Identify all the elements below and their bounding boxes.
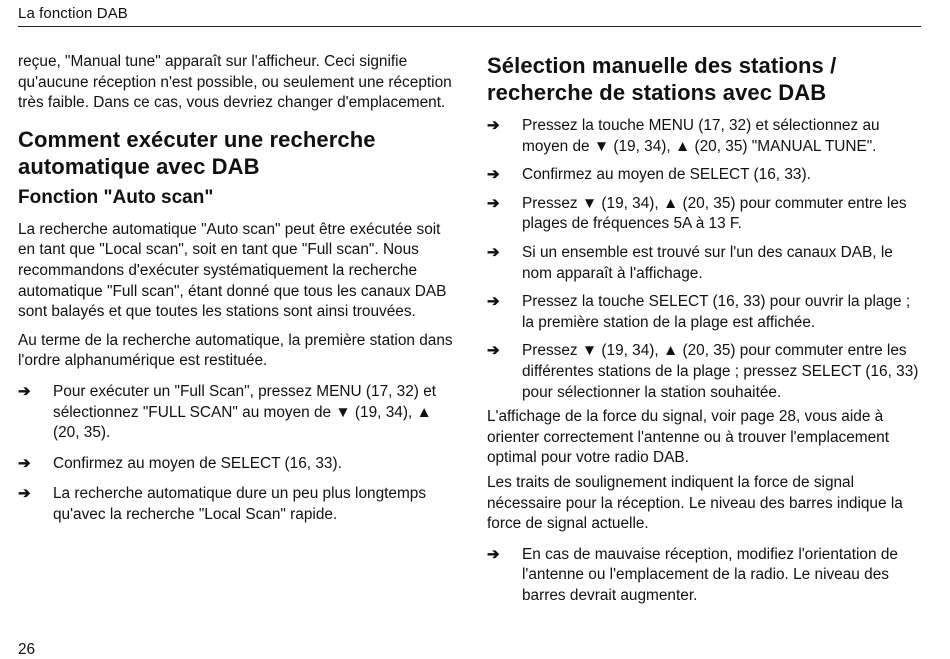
bullet-text: Si un ensemble est trouvé sur l'un des canaux DAB, le nom apparaît à l'affichage. — [522, 243, 893, 282]
bullet-text: Pressez la touche SELECT (16, 33) pour ouvrir la plage ; la première station de la plage est affichée. — [522, 293, 911, 331]
signal-strength-paragraph: L'affichage de la force du signal, voir page 28, vous aide à orienter correctement l'antenne ou à trouver l'emplacement optimal pour votre radio DAB. — [487, 408, 889, 467]
bullet-text: Pressez ▼ (19, 34), ▲ (20, 35) pour commuter entre les différentes stations de la plage ; pressez SELECT (16, 33) pour sélectionner la station souhaitée. — [522, 342, 919, 401]
arrow-right-icon: ➔ — [18, 454, 31, 472]
arrow-right-icon: ➔ — [487, 243, 500, 261]
bullet-text: Pour exécuter un "Full Scan", pressez MENU (17, 32) et sélectionnez "FULL SCAN" au moyen de ▼ (19, 34), ▲ (20, 35). — [53, 382, 437, 442]
arrow-right-icon: ➔ — [487, 293, 500, 311]
auto-scan-paragraph: La recherche automatique "Auto scan" peut être exécutée soit en tant que "Local scan", soit en tant que "Full scan". Nous recommandons d'exécuter systématiquement la recherche automatique "Full scan", étant donné que tous les canaux DAB sont balayés et que toutes les stations sont ainsi trouvées. — [18, 220, 447, 321]
bullet-item — [487, 545, 924, 607]
bullet-text: Confirmez au moyen de SELECT (16, 33). — [53, 454, 342, 472]
arrow-right-icon: ➔ — [487, 342, 500, 360]
section-heading-manual-selection: Sélection manuelle des stations / recherche de stations avec DAB — [487, 53, 837, 105]
running-header: La fonction DAB — [18, 5, 128, 22]
bullet-item — [487, 116, 924, 157]
bullet-text: En cas de mauvaise réception, modifiez l'orientation de l'antenne ou l'emplacement de la radio. Le niveau des barres devrait augmenter. — [522, 545, 898, 604]
left-column — [18, 52, 453, 534]
bullet-text: Pressez la touche MENU (17, 32) et sélectionnez au moyen de ▼ (19, 34), ▲ (20, 35) "MANUAL TUNE". — [522, 117, 880, 155]
arrow-right-icon: ➔ — [487, 117, 500, 134]
arrow-right-icon: ➔ — [18, 485, 31, 503]
signal-bars-paragraph: Les traits de soulignement indiquent la force de signal nécessaire pour la réception. Le niveau des barres indique la force de signal actuelle. — [487, 473, 903, 533]
bullet-text: Pressez ▼ (19, 34), ▲ (20, 35) pour commuter entre les plages de fréquences 5A à 13 F. — [522, 194, 907, 233]
bullet-item — [487, 194, 924, 235]
bullet-item — [18, 454, 453, 475]
arrow-right-icon: ➔ — [18, 382, 31, 400]
bullet-item — [18, 484, 453, 525]
subheading-auto-scan: Fonction "Auto scan" — [18, 186, 214, 208]
header-rule — [18, 26, 921, 27]
right-column — [487, 52, 924, 614]
bullet-item — [18, 382, 453, 444]
arrow-right-icon: ➔ — [487, 166, 500, 184]
auto-scan-result-paragraph: Au terme de la recherche automatique, la première station dans l'ordre alphanumérique est restituée. — [18, 331, 453, 370]
page-number: 26 — [18, 641, 36, 658]
intro-paragraph: reçue, "Manual tune" apparaît sur l'afficheur. Ceci signifie qu'aucune réception n'est possible, ou seulement une réception très faible. Dans ce cas, vous devriez changer d'emplacement. — [18, 53, 452, 112]
bullet-item — [487, 341, 924, 403]
arrow-right-icon: ➔ — [487, 545, 500, 563]
bullet-text: Confirmez au moyen de SELECT (16, 33). — [522, 166, 811, 184]
bullet-item — [487, 292, 924, 333]
bullet-item — [487, 243, 924, 284]
bullet-item — [487, 165, 924, 186]
arrow-right-icon: ➔ — [487, 194, 500, 212]
section-heading-auto-search: Comment exécuter une recherche automatique avec DAB — [18, 126, 376, 179]
bullet-text: La recherche automatique dure un peu plus longtemps qu'avec la recherche "Local Scan" rapide. — [53, 485, 427, 523]
